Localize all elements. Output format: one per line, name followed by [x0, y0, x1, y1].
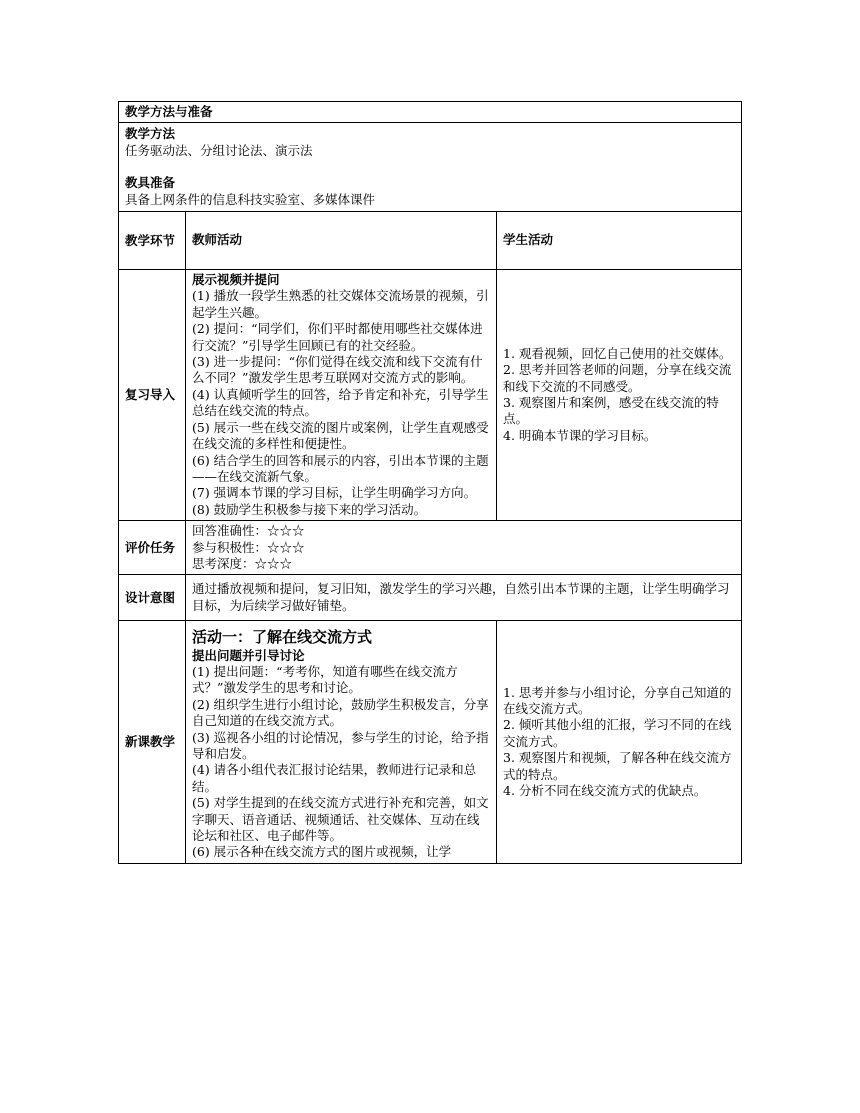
design-label: 设计意图	[119, 575, 186, 621]
methods-section-row	[119, 102, 742, 123]
section-title: 教学方法与准备	[119, 102, 742, 123]
review-student-item: 1. 观看视频，回忆自己使用的社交媒体。	[503, 345, 732, 361]
new-lesson-teacher-item: (4) 请各小组代表汇报讨论结果，教师进行记录和总结。	[192, 762, 477, 794]
review-teacher-item: (4) 认真倾听学生的回答，给予肯定和补充，引导学生总结在线交流的特点。	[192, 386, 489, 419]
header-student: 学生活动	[497, 212, 742, 270]
new-lesson-teacher-item: (2) 组织学生进行小组讨论，鼓励学生积极发言，分享自己知道的在线交流方式。	[192, 696, 489, 729]
table-header-row	[119, 212, 742, 270]
review-student-item: 3. 观察图片和案例，感受在线交流的特点。	[503, 395, 719, 427]
methods-detail-row	[119, 123, 742, 212]
header-stage: 教学环节	[119, 212, 186, 270]
header-teacher: 教师活动	[186, 212, 497, 270]
new-lesson-row	[119, 621, 742, 864]
new-lesson-label: 新课教学	[119, 621, 186, 864]
evaluation-item: 参与积极性：☆☆☆	[192, 539, 305, 555]
prep-text: 具备上网条件的信息科技实验室、多媒体课件	[125, 191, 376, 207]
review-teacher-item: (8) 鼓励学生积极参与接下来的学习活动。	[192, 501, 427, 517]
methods-detail-cell	[119, 123, 742, 212]
new-lesson-student-item: 3. 观察图片和视频，了解各种在线交流方式的特点。	[503, 750, 732, 782]
new-lesson-teacher-cell	[186, 621, 497, 864]
design-row	[119, 575, 742, 621]
new-lesson-student-item: 1. 思考并参与小组讨论，分享自己知道的在线交流方式。	[503, 684, 732, 716]
design-text: 通过播放视频和提问，复习旧知，激发学生的学习兴趣，自然引出本节课的主题，让学生明确学习目标，为后续学习做好铺垫。	[186, 575, 742, 621]
new-lesson-teacher-item: (5) 对学生提到的在线交流方式进行补充和完善，如文字聊天、语音通话、视频通话、社交媒体、互动在线论坛和社区、电子邮件等。	[192, 795, 489, 844]
method-heading: 教学方法	[125, 126, 176, 142]
review-student-cell	[497, 270, 742, 521]
activity-title: 活动一：了解在线交流方式	[192, 628, 373, 647]
review-label: 复习导入	[119, 270, 186, 521]
review-student-item: 2. 思考并回答老师的问题，分享在线交流和线下交流的不同感受。	[503, 362, 732, 394]
prep-heading: 教具准备	[125, 175, 176, 191]
evaluation-item: 回答准确性：☆☆☆	[192, 523, 305, 539]
review-teacher-cell	[186, 270, 497, 521]
review-teacher-item: (7) 强调本节课的学习目标，让学生明确学习方向。	[192, 485, 477, 501]
new-lesson-student-item: 4. 分析不同在线交流方式的优缺点。	[503, 783, 707, 799]
new-lesson-teacher-item: (6) 展示各种在线交流方式的图片或视频，让学	[192, 844, 452, 860]
new-lesson-student-cell	[497, 621, 742, 864]
review-teacher-item: (6) 结合学生的回答和展示的内容，引出本节课的主题——在线交流新气象。	[192, 452, 489, 484]
new-lesson-teacher-item: (1) 提出问题：“考考你，知道有哪些在线交流方式？”激发学生的思考和讨论。	[192, 663, 458, 696]
new-lesson-teacher-item: (3) 巡视各小组的讨论情况，参与学生的讨论，给予指导和启发。	[192, 729, 489, 761]
new-lesson-teacher-heading: 提出问题并引导讨论	[192, 647, 305, 663]
review-teacher-item: (2) 提问：“同学们，你们平时都使用哪些社交媒体进行交流？”引导学生回顾已有的社交经验。	[192, 321, 483, 353]
evaluation-item: 思考深度：☆☆☆	[192, 555, 293, 571]
review-teacher-item: (3) 进一步提问：“你们觉得在线交流和线下交流有什么不同？”激发学生思考互联网对交流方式的影响。	[192, 354, 483, 386]
evaluation-label: 评价任务	[119, 521, 186, 575]
new-lesson-student-item: 2. 倾听其他小组的汇报，学习不同的在线交流方式。	[503, 717, 732, 749]
review-row	[119, 270, 742, 521]
review-teacher-heading: 展示视频并提问	[192, 272, 280, 288]
review-teacher-item: (1) 播放一段学生熟悉的社交媒体交流场景的视频，引起学生兴趣。	[192, 288, 489, 320]
evaluation-row	[119, 521, 742, 575]
review-student-item: 4. 明确本节课的学习目标。	[503, 427, 657, 443]
method-text: 任务驱动法、分组讨论法、演示法	[125, 142, 313, 158]
evaluation-cell	[186, 521, 742, 575]
lesson-plan-table	[118, 101, 742, 864]
review-teacher-item: (5) 展示一些在线交流的图片或案例，让学生直观感受在线交流的多样性和便捷性。	[192, 419, 489, 452]
